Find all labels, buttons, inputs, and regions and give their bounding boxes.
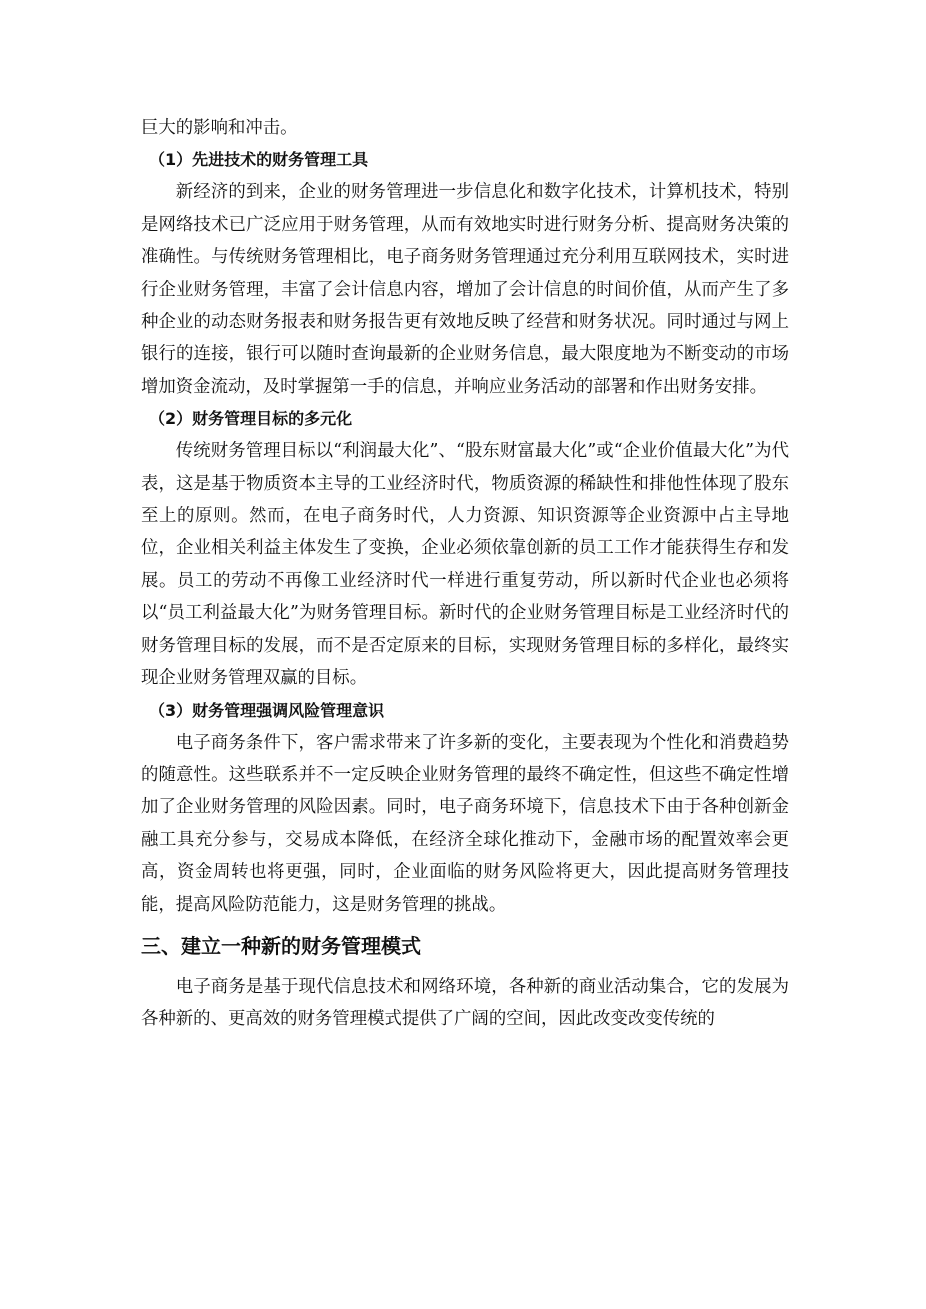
section-title-new-model: 三、建立一种新的财务管理模式 (141, 933, 421, 958)
heading-risk-awareness: （3）财务管理强调风险管理意识 (149, 700, 385, 720)
heading-diversified-goals: （2）财务管理目标的多元化 (149, 409, 353, 429)
paragraph-risk-awareness: 电子商务条件下，客户需求带来了许多新的变化，主要表现为个性化和消费趋势的随意性。这些联系并不一定反映企业财务管理的最终不确定性，但这些不确定性增加了企业财务管理的风险因素。同时，电子商务环境下，信息技术下由于各种创新金融工具充分参与，交易成本降低，在经济全球化推动下，金融市场的配置效率会更高，资金周转也将更强，同时，企业面临的财务风险将更大，因此提高财务管理技能，提高风险防范能力，这是财务管理的挑战。 (141, 732, 789, 915)
paragraph-diversified-goals: 传统财务管理目标以“利润最大化”、“股东财富最大化”或“企业价值最大化”为代表，这是基于物质资本主导的工业经济时代，物质资源的稀缺性和排他性体现了股东至上的原则。然而，在电子商务时代，人力资源、知识资源等企业资源中占主导地位，企业相关利益主体发生了变换，企业必须依靠创新的员工工作才能获得生存和发展。员工的劳动不再像工业经济时代一样进行重复劳动，所以新时代企业也必须将以“员工利益最大化”为财务管理目标。新时代的企业财务管理目标是工业经济时代的财务管理目标的发展，而不是否定原来的目标，实现财务管理目标的多样化，最终实现企业财务管理双赢的目标。 (141, 441, 789, 689)
intro-tail-paragraph: 巨大的影响和冲击。 (141, 118, 298, 138)
heading-advanced-tools: （1）先进技术的财务管理工具 (149, 150, 369, 170)
paragraph-new-model: 电子商务是基于现代信息技术和网络环境，各种新的商业活动集合，它的发展为各种新的、更高效的财务管理模式提供了广阔的空间，因此改变改变传统的 (141, 976, 789, 1030)
paragraph-advanced-tools: 新经济的到来，企业的财务管理进一步信息化和数字化技术，计算机技术，特别是网络技术已广泛应用于财务管理，从而有效地实时进行财务分析、提高财务决策的准确性。与传统财务管理相比，电子商务财务管理通过充分利用互联网技术，实时进行企业财务管理，丰富了会计信息内容，增加了会计信息的时间价值，从而产生了多种企业的动态财务报表和财务报告更有效地反映了经营和财务状况。同时通过与网上银行的连接，银行可以随时查询最新的企业财务信息，最大限度地为不断变动的市场增加资金流动，及时掌握第一手的信息，并响应业务活动的部署和作出财务安排。 (141, 182, 789, 397)
document-page (141, 112, 789, 1036)
